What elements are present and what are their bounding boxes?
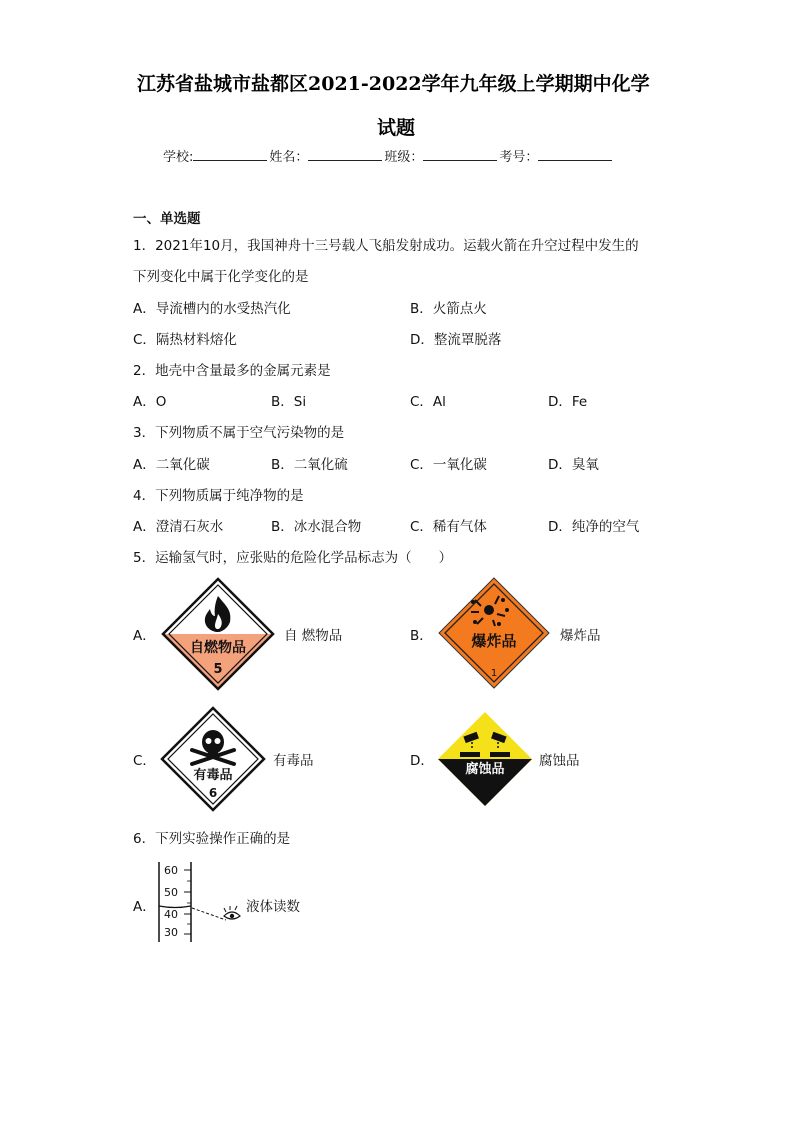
- section-heading: 一、单选题: [133, 211, 201, 227]
- toxic-sign: [160, 706, 266, 812]
- q5-option-b-label: B．: [410, 628, 433, 644]
- q4-option-a: A．澄清石灰水: [133, 519, 224, 535]
- sign-a-number: 5: [213, 662, 223, 677]
- name-label: 姓名：: [269, 150, 309, 165]
- corrosive-sign: [436, 710, 534, 808]
- page-title-line1: 江苏省盐城市盐都区2021-2022学年九年级上学期期中化学: [137, 73, 650, 95]
- q5-option-c-caption: 有毒品: [273, 753, 314, 769]
- q3-stem: 3．下列物质不属于空气污染物的是: [133, 425, 345, 441]
- q1-stem-line1: 1．2021年10月，我国神舟十三号载人飞船发射成功。运载火箭在升空过程中发生的: [133, 238, 639, 254]
- q3-option-b: B．二氧化硫: [271, 457, 348, 473]
- q1-stem-line2: 下列变化中属于化学变化的是: [133, 269, 309, 285]
- q5-option-a-label: A．: [133, 628, 156, 644]
- q1-option-a: A．导流槽内的水受热汽化: [133, 301, 291, 317]
- school-label: 学校:: [163, 150, 194, 165]
- q4-stem: 4．下列物质属于纯净物的是: [133, 488, 304, 504]
- q5-option-d-label: D．: [410, 753, 434, 769]
- page-title-line2: 试题: [377, 117, 416, 139]
- scale-label: 30: [164, 926, 178, 939]
- exam-no-blank[interactable]: [538, 148, 612, 161]
- q2-option-b: B．Si: [271, 394, 307, 410]
- class-blank[interactable]: [423, 148, 497, 161]
- explosive-sign: [437, 576, 551, 690]
- sign-c-number: 6: [208, 786, 218, 800]
- sign-c-text: 有毒品: [193, 768, 233, 783]
- eye-icon: [224, 906, 240, 919]
- q2-stem: 2．地壳中含量最多的金属元素是: [133, 363, 331, 379]
- q3-option-c: C．一氧化碳: [410, 457, 487, 473]
- graduated-cylinder-reading: [150, 858, 250, 944]
- name-blank[interactable]: [308, 148, 382, 161]
- class-label: 班级：: [384, 150, 424, 165]
- sight-line: [192, 908, 226, 920]
- q5-option-d-caption: 腐蚀品: [539, 753, 580, 769]
- sign-b-text: 爆炸品: [471, 632, 517, 650]
- q4-option-d: D．纯净的空气: [548, 519, 640, 535]
- q3-option-a: A．二氧化碳: [133, 457, 210, 473]
- scale-label: 40: [164, 908, 178, 921]
- q3-option-d: D．臭氧: [548, 457, 599, 473]
- q2-option-d: D．Fe: [548, 394, 588, 410]
- q5-option-b-caption: 爆炸品: [560, 628, 601, 644]
- q5-option-c-label: C．: [133, 753, 156, 769]
- q2-option-c: C．Al: [410, 394, 446, 410]
- q5-option-a-caption: 自 燃物品: [284, 628, 343, 644]
- student-info-line: [163, 146, 614, 165]
- q6-option-a-label: A．: [133, 899, 156, 915]
- q6-option-a-caption: 液体读数: [246, 899, 300, 915]
- q4-option-c: C．稀有气体: [410, 519, 487, 535]
- q2-option-a: A．O: [133, 394, 167, 410]
- q1-option-b: B．火箭点火: [410, 301, 487, 317]
- school-blank[interactable]: [193, 148, 267, 161]
- scale-label: 60: [164, 864, 178, 877]
- q1-option-c: C．隔热材料熔化: [133, 332, 237, 348]
- q1-option-d: D．整流罩脱落: [410, 332, 502, 348]
- q4-option-b: B．冰水混合物: [271, 519, 362, 535]
- sign-b-number: 1: [490, 668, 498, 679]
- sign-a-text: 自燃物品: [190, 640, 246, 656]
- sign-d-text: 腐蚀品: [465, 762, 505, 777]
- spontaneous-combustion-sign: [160, 576, 276, 692]
- scale-label: 50: [164, 886, 178, 899]
- q5-stem: 5．运输氢气时，应张贴的危险化学品标志为（ ）: [133, 550, 453, 566]
- exam-no-label: 考号：: [499, 150, 539, 165]
- q6-stem: 6．下列实验操作正确的是: [133, 831, 291, 847]
